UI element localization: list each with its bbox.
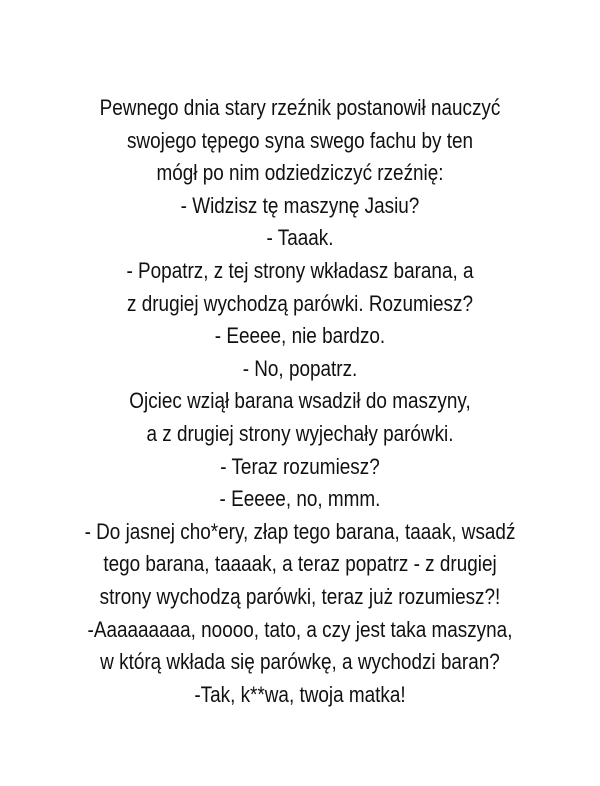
text-line: tego barana, taaaak, a teraz popatrz - z drugiej: [103, 551, 497, 577]
text-line: mógł po nim odziedziczyć rzeźnię:: [156, 160, 444, 186]
text-line: a z drugiej strony wyjechały parówki.: [146, 420, 454, 446]
text-line: swojego tępego syna swego fachu by ten: [126, 127, 474, 153]
text-line: -Aaaaaaaaa, noooo, tato, a czy jest taka maszyna,: [87, 616, 513, 642]
text-line: z drugiej wychodzą parówki. Rozumiesz?: [127, 290, 473, 316]
text-line: - Widzisz tę maszynę Jasiu?: [180, 192, 420, 218]
text-line: - Do jasnej cho*ery, złap tego barana, taaak, wsadź: [84, 518, 516, 544]
text-line: strony wychodzą parówki, teraz już rozumiesz?!: [99, 583, 501, 609]
text-line: - Eeeee, no, mmm.: [219, 486, 381, 512]
text-line: w którą wkłada się parówkę, a wychodzi baran?: [100, 649, 500, 675]
text-line: - Popatrz, z tej strony wkładasz barana, a: [126, 257, 474, 283]
text-line: - Taaak.: [266, 225, 334, 251]
text-line: Ojciec wziął barana wsadził do maszyny,: [129, 388, 471, 414]
joke-text: [42, 92, 558, 711]
text-line: - No, popatrz.: [242, 355, 358, 381]
text-line: Pewnego dnia stary rzeźnik postanowił nauczyć: [99, 95, 501, 120]
text-line: -Tak, k**wa, twoja matka!: [194, 681, 406, 707]
text-line: - Teraz rozumiesz?: [220, 453, 380, 479]
text-line: - Eeeee, nie bardzo.: [214, 323, 386, 349]
